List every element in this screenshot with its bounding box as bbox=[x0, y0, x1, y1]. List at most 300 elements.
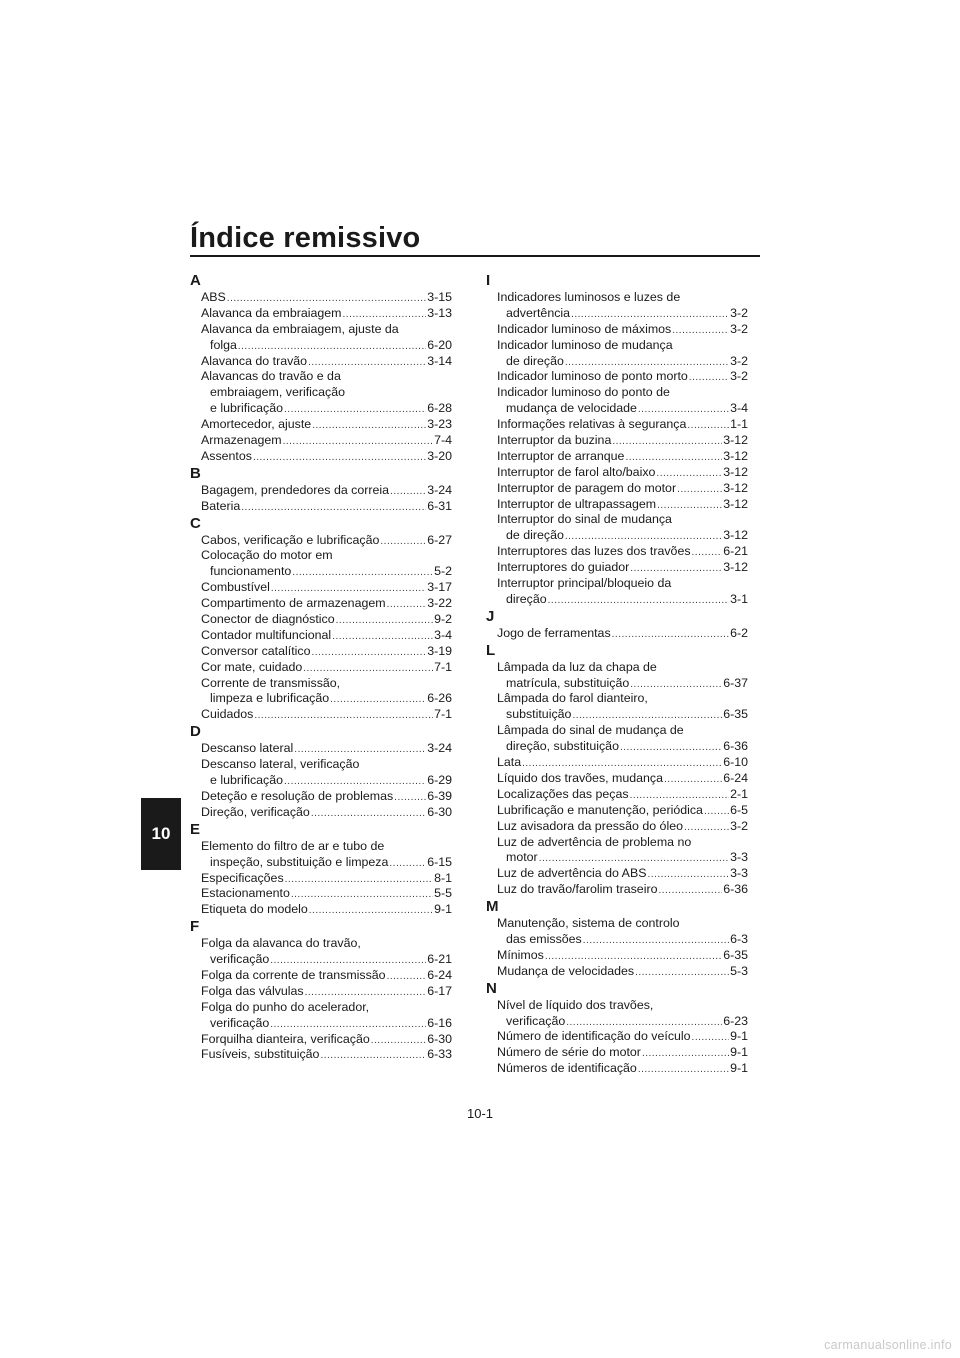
index-entry bbox=[190, 644, 452, 660]
index-entry-text: Indicador luminoso de máximos bbox=[497, 321, 672, 336]
index-entry bbox=[486, 803, 748, 819]
index-entry bbox=[190, 855, 452, 871]
index-entry-text: advertência bbox=[506, 305, 571, 320]
index-entry bbox=[486, 755, 748, 771]
index-entry-text: Jogo de ferramentas bbox=[497, 625, 611, 640]
index-entry bbox=[486, 771, 748, 787]
index-letter: B bbox=[190, 464, 201, 482]
index-entry bbox=[486, 882, 748, 898]
index-entry-text: Armazenagem bbox=[201, 433, 282, 448]
index-page-ref: 3-24 bbox=[427, 482, 452, 497]
index-page-ref: 3-2 bbox=[730, 369, 748, 384]
index-entry bbox=[486, 322, 748, 338]
index-page-ref: 6-33 bbox=[427, 1047, 452, 1062]
index-entry bbox=[486, 465, 748, 481]
index-page-ref: 6-20 bbox=[427, 337, 452, 352]
dot-leader bbox=[539, 851, 729, 867]
index-page-ref: 3-14 bbox=[427, 353, 452, 368]
index-entry-line: Indicadores luminosos e luzes de bbox=[497, 290, 681, 304]
index-page-ref: 6-30 bbox=[427, 804, 452, 819]
index-entry-text: Mínimos bbox=[497, 947, 544, 962]
index-page-ref: 6-35 bbox=[723, 947, 748, 962]
dot-leader bbox=[620, 740, 722, 756]
index-entry bbox=[190, 952, 452, 968]
index-entry-text: Amortecedor, ajuste bbox=[201, 417, 312, 432]
index-entry-text: Compartimento de armazenagem bbox=[201, 596, 386, 611]
index-entry-text: Número de identificação do veículo bbox=[497, 1029, 691, 1044]
index-entry bbox=[190, 886, 452, 902]
dot-leader bbox=[311, 806, 426, 822]
index-entry bbox=[190, 306, 452, 322]
index-entry bbox=[486, 401, 748, 417]
index-entry bbox=[190, 1047, 452, 1063]
index-page-ref: 8-1 bbox=[434, 870, 452, 885]
index-entry bbox=[190, 401, 452, 417]
index-entry-line: embraiagem, verificação bbox=[210, 385, 345, 400]
index-entry bbox=[190, 499, 452, 515]
index-entry-text: Etiqueta do modelo bbox=[201, 902, 308, 917]
index-page-ref: 6-29 bbox=[427, 773, 452, 788]
index-entry bbox=[190, 902, 452, 918]
dot-leader bbox=[612, 627, 729, 643]
index-entry bbox=[486, 707, 748, 723]
index-page-ref: 3-12 bbox=[723, 560, 748, 575]
index-entry-line: Descanso lateral, verificação bbox=[201, 757, 360, 772]
index-page-ref: 6-27 bbox=[427, 532, 452, 547]
index-entry-text: Interruptor de farol alto/baixo bbox=[497, 464, 656, 479]
index-entry bbox=[486, 948, 748, 964]
dot-leader bbox=[270, 953, 426, 969]
dot-leader bbox=[689, 370, 729, 386]
index-entry-text: Interruptor de paragem do motor bbox=[497, 480, 677, 495]
index-entry-text: direção bbox=[506, 591, 547, 606]
index-entry bbox=[486, 932, 748, 948]
index-entry bbox=[190, 691, 452, 707]
index-page-ref: 6-21 bbox=[723, 544, 748, 559]
index-entry-text: Alavanca do travão bbox=[201, 353, 308, 368]
index-entry bbox=[190, 984, 452, 1000]
index-page-ref: 2-1 bbox=[730, 786, 748, 801]
index-page-ref: 6-39 bbox=[427, 788, 452, 803]
dot-leader bbox=[612, 434, 722, 450]
dot-leader bbox=[371, 1033, 426, 1049]
index-entry-text: Assentos bbox=[201, 448, 252, 463]
index-entry bbox=[486, 1014, 748, 1030]
index-entry-text: funcionamento bbox=[210, 564, 292, 579]
index-entry bbox=[486, 1061, 748, 1077]
dot-leader bbox=[548, 593, 729, 609]
dot-leader bbox=[292, 565, 433, 581]
index-entry bbox=[486, 369, 748, 385]
index-page-ref: 3-13 bbox=[427, 305, 452, 320]
dot-leader bbox=[692, 1030, 730, 1046]
index-entry bbox=[190, 338, 452, 354]
dot-leader bbox=[656, 466, 722, 482]
index-entry-line: Colocação do motor em bbox=[201, 548, 333, 563]
dot-leader bbox=[336, 613, 433, 629]
index-entry-line: Alavancas do travão e da bbox=[201, 369, 341, 384]
index-entry-text: Interruptores das luzes dos travões bbox=[497, 544, 691, 559]
index-entry-text: verificação bbox=[506, 1013, 566, 1028]
index-entry-text: Indicador luminoso de ponto morto bbox=[497, 369, 688, 384]
index-entry bbox=[190, 660, 452, 676]
dot-leader bbox=[565, 529, 722, 545]
index-entry-line: Luz de advertência de problema no bbox=[497, 834, 692, 849]
index-entry-text: Bateria bbox=[201, 498, 241, 513]
index-letter: A bbox=[190, 272, 201, 289]
index-page-ref: 3-12 bbox=[723, 448, 748, 463]
index-entry bbox=[486, 433, 748, 449]
index-entry-text: Luz do travão/farolim traseiro bbox=[497, 882, 658, 897]
index-page-ref: 9-1 bbox=[730, 1029, 748, 1044]
index-page-ref: 3-2 bbox=[730, 353, 748, 368]
index-entry bbox=[190, 596, 452, 612]
index-entry-line: Indicador luminoso do ponto de bbox=[497, 385, 670, 400]
index-page-ref: 6-5 bbox=[730, 802, 748, 817]
index-page-ref: 6-2 bbox=[730, 625, 748, 640]
title-rule bbox=[190, 255, 760, 257]
index-entry bbox=[190, 707, 452, 723]
index-letter: N bbox=[486, 979, 497, 997]
index-page-ref: 3-2 bbox=[730, 305, 748, 320]
dot-leader bbox=[635, 965, 729, 981]
index-entry bbox=[486, 964, 748, 980]
index-entry-line: Lâmpada do sinal de mudança de bbox=[497, 723, 684, 738]
index-entry-text: substituição bbox=[506, 707, 572, 722]
index-entry bbox=[486, 497, 748, 513]
index-entry-line: Lâmpada da luz da chapa de bbox=[497, 659, 657, 674]
dot-leader bbox=[271, 581, 426, 597]
index-page-ref: 9-1 bbox=[730, 1045, 748, 1060]
index-entry-text: das emissões bbox=[506, 931, 582, 946]
index-entry bbox=[486, 1029, 748, 1045]
index-entry bbox=[190, 805, 452, 821]
index-page-ref: 3-15 bbox=[427, 290, 452, 304]
index-entry bbox=[190, 354, 452, 370]
index-page-ref: 6-21 bbox=[427, 952, 452, 967]
index-entry bbox=[486, 850, 748, 866]
index-entry-line: Nível de líquido dos travões, bbox=[497, 997, 654, 1012]
dot-leader bbox=[284, 402, 426, 418]
index-letter: F bbox=[190, 918, 200, 936]
dot-leader bbox=[285, 872, 433, 888]
index-entry-text: Cabos, verificação e lubrificação bbox=[201, 532, 380, 547]
dot-leader bbox=[294, 742, 426, 758]
dot-leader bbox=[583, 933, 729, 949]
dot-leader bbox=[305, 985, 427, 1001]
dot-leader bbox=[312, 418, 426, 434]
index-page-ref: 3-17 bbox=[427, 580, 452, 595]
index-entry-line: Folga da alavanca do travão, bbox=[201, 936, 361, 951]
index-entry bbox=[190, 417, 452, 433]
index-entry bbox=[486, 417, 748, 433]
index-page-ref: 6-3 bbox=[730, 931, 748, 946]
index-entry-text: Localizações das peças bbox=[497, 786, 629, 801]
index-entry-text: Deteção e resolução de problemas bbox=[201, 788, 394, 803]
index-page-ref: 3-4 bbox=[434, 627, 452, 642]
index-entry-text: mudança de velocidade bbox=[506, 401, 637, 416]
index-entry-text: matrícula, substituição bbox=[506, 675, 630, 690]
index-letter: C bbox=[190, 514, 201, 532]
index-entry bbox=[190, 433, 452, 449]
index-entry bbox=[486, 592, 748, 608]
dot-leader bbox=[677, 482, 722, 498]
index-page-ref: 3-2 bbox=[730, 818, 748, 833]
index-page-ref: 3-3 bbox=[730, 866, 748, 881]
chapter-tab: 10 bbox=[141, 798, 181, 870]
index-entry-text: inspeção, substituição e limpeza bbox=[210, 854, 389, 869]
dot-leader bbox=[638, 1062, 729, 1078]
index-entry-text: limpeza e lubrificação bbox=[210, 691, 330, 706]
dot-leader bbox=[647, 867, 729, 883]
index-page-ref: 6-26 bbox=[427, 691, 452, 706]
index-entry-text: ABS bbox=[201, 290, 226, 304]
index-page-ref: 6-37 bbox=[723, 675, 748, 690]
index-page-ref: 6-10 bbox=[723, 755, 748, 770]
index-entry-text: verificação bbox=[210, 1015, 270, 1030]
index-entry-text: Líquido dos travões, mudança bbox=[497, 770, 664, 785]
index-entry-line: Interruptor principal/bloqueio da bbox=[497, 576, 672, 591]
dot-leader bbox=[283, 434, 434, 450]
index-entry-text: Luz avisadora da pressão do óleo bbox=[497, 818, 683, 833]
index-page-ref: 3-12 bbox=[723, 496, 748, 511]
index-page-ref: 6-24 bbox=[427, 967, 452, 982]
index-page-ref: 6-28 bbox=[427, 401, 452, 416]
index-entry bbox=[486, 481, 748, 497]
index-entry-text: Forquilha dianteira, verificação bbox=[201, 1031, 370, 1046]
index-letter: I bbox=[486, 272, 491, 289]
dot-leader bbox=[565, 355, 729, 371]
index-entry bbox=[190, 871, 452, 887]
index-page-ref: 9-1 bbox=[730, 1061, 748, 1076]
index-page-ref: 3-4 bbox=[730, 401, 748, 416]
dot-leader bbox=[227, 291, 426, 307]
index-entry-text: Interruptor de ultrapassagem bbox=[497, 496, 657, 511]
index-entry-line: Lâmpada do farol dianteiro, bbox=[497, 691, 648, 706]
dot-leader bbox=[308, 355, 426, 371]
index-entry-text: direção, substituição bbox=[506, 739, 619, 754]
index-page-ref: 1-1 bbox=[730, 417, 748, 432]
dot-leader bbox=[254, 708, 433, 724]
dot-leader bbox=[238, 339, 426, 355]
index-entry-text: Mudança de velocidades bbox=[497, 963, 635, 978]
index-page-ref: 7-1 bbox=[434, 659, 452, 674]
dot-leader bbox=[389, 856, 426, 872]
index-entry bbox=[486, 544, 748, 560]
index-entry-text: Combustível bbox=[201, 580, 270, 595]
dot-leader bbox=[657, 498, 722, 514]
index-entry bbox=[190, 741, 452, 757]
index-entry-text: Informações relativas à segurança bbox=[497, 417, 687, 432]
index-entry bbox=[190, 612, 452, 628]
index-entry-text: Direção, verificação bbox=[201, 804, 310, 819]
index-page-ref: 6-15 bbox=[427, 854, 452, 869]
index-entry bbox=[486, 866, 748, 882]
index-page-ref: 9-2 bbox=[434, 612, 452, 627]
dot-leader bbox=[330, 692, 426, 708]
index-page-ref: 3-1 bbox=[730, 591, 748, 606]
dot-leader bbox=[566, 1015, 722, 1031]
index-page-ref: 3-12 bbox=[723, 528, 748, 543]
index-page-ref: 6-24 bbox=[723, 770, 748, 785]
dot-leader bbox=[522, 756, 722, 772]
dot-leader bbox=[320, 1048, 426, 1064]
index-entry-text: Interruptores do guiador bbox=[497, 560, 630, 575]
index-entry-text: de direção bbox=[506, 528, 564, 543]
dot-leader bbox=[241, 500, 426, 516]
index-entry bbox=[190, 449, 452, 465]
dot-leader bbox=[638, 402, 729, 418]
index-entry bbox=[190, 773, 452, 789]
dot-leader bbox=[291, 887, 433, 903]
index-page-ref: 5-5 bbox=[434, 886, 452, 901]
index-entry-line: Indicador luminoso de mudança bbox=[497, 337, 673, 352]
dot-leader bbox=[545, 949, 722, 965]
index-entry bbox=[486, 528, 748, 544]
index-entry-text: Interruptor da buzina bbox=[497, 433, 612, 448]
index-entry-text: Fusíveis, substituição bbox=[201, 1047, 320, 1062]
index-entry bbox=[190, 580, 452, 596]
index-entry bbox=[486, 449, 748, 465]
dot-leader bbox=[684, 820, 729, 836]
index-entry bbox=[190, 533, 452, 549]
index-entry-text: motor bbox=[506, 850, 538, 865]
index-page-ref: 6-17 bbox=[427, 983, 452, 998]
dot-leader bbox=[394, 790, 426, 806]
index-entry-text: Descanso lateral bbox=[201, 741, 294, 756]
dot-leader bbox=[704, 804, 729, 820]
index-page-ref: 5-2 bbox=[434, 564, 452, 579]
index-entry-text: de direção bbox=[506, 353, 564, 368]
index-entry-line: Corrente de transmissão, bbox=[201, 675, 341, 690]
dot-leader bbox=[642, 1046, 729, 1062]
index-column-right bbox=[486, 272, 748, 1077]
dot-leader bbox=[387, 597, 427, 613]
index-page-ref: 5-3 bbox=[730, 963, 748, 978]
index-entry bbox=[486, 560, 748, 576]
index-entry bbox=[190, 789, 452, 805]
dot-leader bbox=[692, 545, 723, 561]
index-page-ref: 6-23 bbox=[723, 1013, 748, 1028]
page-number: 10-1 bbox=[466, 1106, 494, 1121]
index-entry bbox=[190, 628, 452, 644]
index-page-ref: 6-35 bbox=[723, 707, 748, 722]
index-page-ref: 6-36 bbox=[723, 882, 748, 897]
index-entry-text: Especificações bbox=[201, 870, 284, 885]
watermark: carmanualsonline.info bbox=[824, 1338, 952, 1352]
index-page-ref: 9-1 bbox=[434, 902, 452, 917]
index-entry-text: Contador multifuncional bbox=[201, 627, 332, 642]
index-page-ref: 3-12 bbox=[723, 480, 748, 495]
index-entry bbox=[190, 290, 452, 306]
index-letter: D bbox=[190, 723, 201, 741]
index-entry-text: Números de identificação bbox=[497, 1061, 637, 1076]
index-page-ref: 3-24 bbox=[427, 741, 452, 756]
dot-leader bbox=[630, 561, 722, 577]
index-page-ref: 6-16 bbox=[427, 1015, 452, 1030]
index-entry-text: Conector de diagnóstico bbox=[201, 612, 335, 627]
dot-leader bbox=[672, 323, 729, 339]
dot-leader bbox=[658, 883, 722, 899]
index-page-ref: 3-20 bbox=[427, 448, 452, 463]
dot-leader bbox=[387, 969, 427, 985]
index-letter: E bbox=[190, 820, 201, 838]
index-page-ref: 6-36 bbox=[723, 739, 748, 754]
dot-leader bbox=[572, 708, 722, 724]
index-page-ref: 3-19 bbox=[427, 643, 452, 658]
index-entry-text: Luz de advertência do ABS bbox=[497, 866, 647, 881]
dot-leader bbox=[380, 534, 426, 550]
dot-leader bbox=[309, 903, 433, 919]
index-page-ref: 3-2 bbox=[730, 321, 748, 336]
index-entry-line: Interruptor do sinal de mudança bbox=[497, 512, 672, 527]
index-entry bbox=[486, 739, 748, 755]
index-page-ref: 3-23 bbox=[427, 417, 452, 432]
index-letter: M bbox=[486, 898, 499, 916]
dot-leader bbox=[270, 1017, 426, 1033]
index-page-ref: 3-12 bbox=[723, 464, 748, 479]
dot-leader bbox=[284, 774, 426, 790]
dot-leader bbox=[687, 418, 729, 434]
index-entry bbox=[190, 564, 452, 580]
index-entry bbox=[486, 676, 748, 692]
index-entry-text: folga bbox=[210, 337, 237, 352]
index-page-ref: 3-22 bbox=[427, 596, 452, 611]
index-column-left bbox=[190, 272, 452, 1063]
index-entry-text: Número de série do motor bbox=[497, 1045, 641, 1060]
dot-leader bbox=[253, 450, 426, 466]
index-entry-text: Alavanca da embraiagem bbox=[201, 305, 342, 320]
index-entry bbox=[486, 819, 748, 835]
index-entry-line: Manutenção, sistema de controlo bbox=[497, 916, 680, 931]
index-entry-text: Folga da corrente de transmissão bbox=[201, 967, 386, 982]
dot-leader bbox=[571, 307, 729, 323]
dot-leader bbox=[630, 788, 730, 804]
index-entry bbox=[190, 968, 452, 984]
index-letter: J bbox=[486, 607, 495, 625]
index-entry-text: Lubrificação e manutenção, periódica bbox=[497, 802, 703, 817]
index-entry-line: Elemento do filtro de ar e tubo de bbox=[201, 838, 385, 853]
index-entry-text: Cuidados bbox=[201, 707, 254, 722]
dot-leader bbox=[343, 307, 427, 323]
index-entry bbox=[486, 1045, 748, 1061]
index-entry-line: Alavanca da embraiagem, ajuste da bbox=[201, 321, 399, 336]
index-entry-text: Conversor catalítico bbox=[201, 643, 311, 658]
index-letter: L bbox=[486, 641, 496, 659]
index-page-ref: 6-31 bbox=[427, 498, 452, 513]
dot-leader bbox=[664, 772, 722, 788]
index-entry-text: e lubrificação bbox=[210, 401, 284, 416]
index-entry bbox=[486, 306, 748, 322]
index-entry bbox=[486, 354, 748, 370]
index-entry bbox=[190, 1032, 452, 1048]
dot-leader bbox=[630, 677, 722, 693]
index-entry bbox=[190, 1016, 452, 1032]
dot-leader bbox=[390, 484, 426, 500]
index-page-ref: 7-1 bbox=[434, 707, 452, 722]
index-entry-text: Folga das válvulas bbox=[201, 983, 304, 998]
index-entry-text: Bagagem, prendedores da correia bbox=[201, 482, 390, 497]
index-entry-line: Folga do punho do acelerador, bbox=[201, 999, 370, 1014]
index-entry-text: Cor mate, cuidado bbox=[201, 659, 303, 674]
index-entry bbox=[190, 483, 452, 499]
index-page-ref: 3-3 bbox=[730, 850, 748, 865]
index-entry-text: verificação bbox=[210, 952, 270, 967]
dot-leader bbox=[625, 450, 722, 466]
index-entry-text: e lubrificação bbox=[210, 773, 284, 788]
index-entry-text: Interruptor de arranque bbox=[497, 448, 625, 463]
index-entry bbox=[486, 626, 748, 642]
